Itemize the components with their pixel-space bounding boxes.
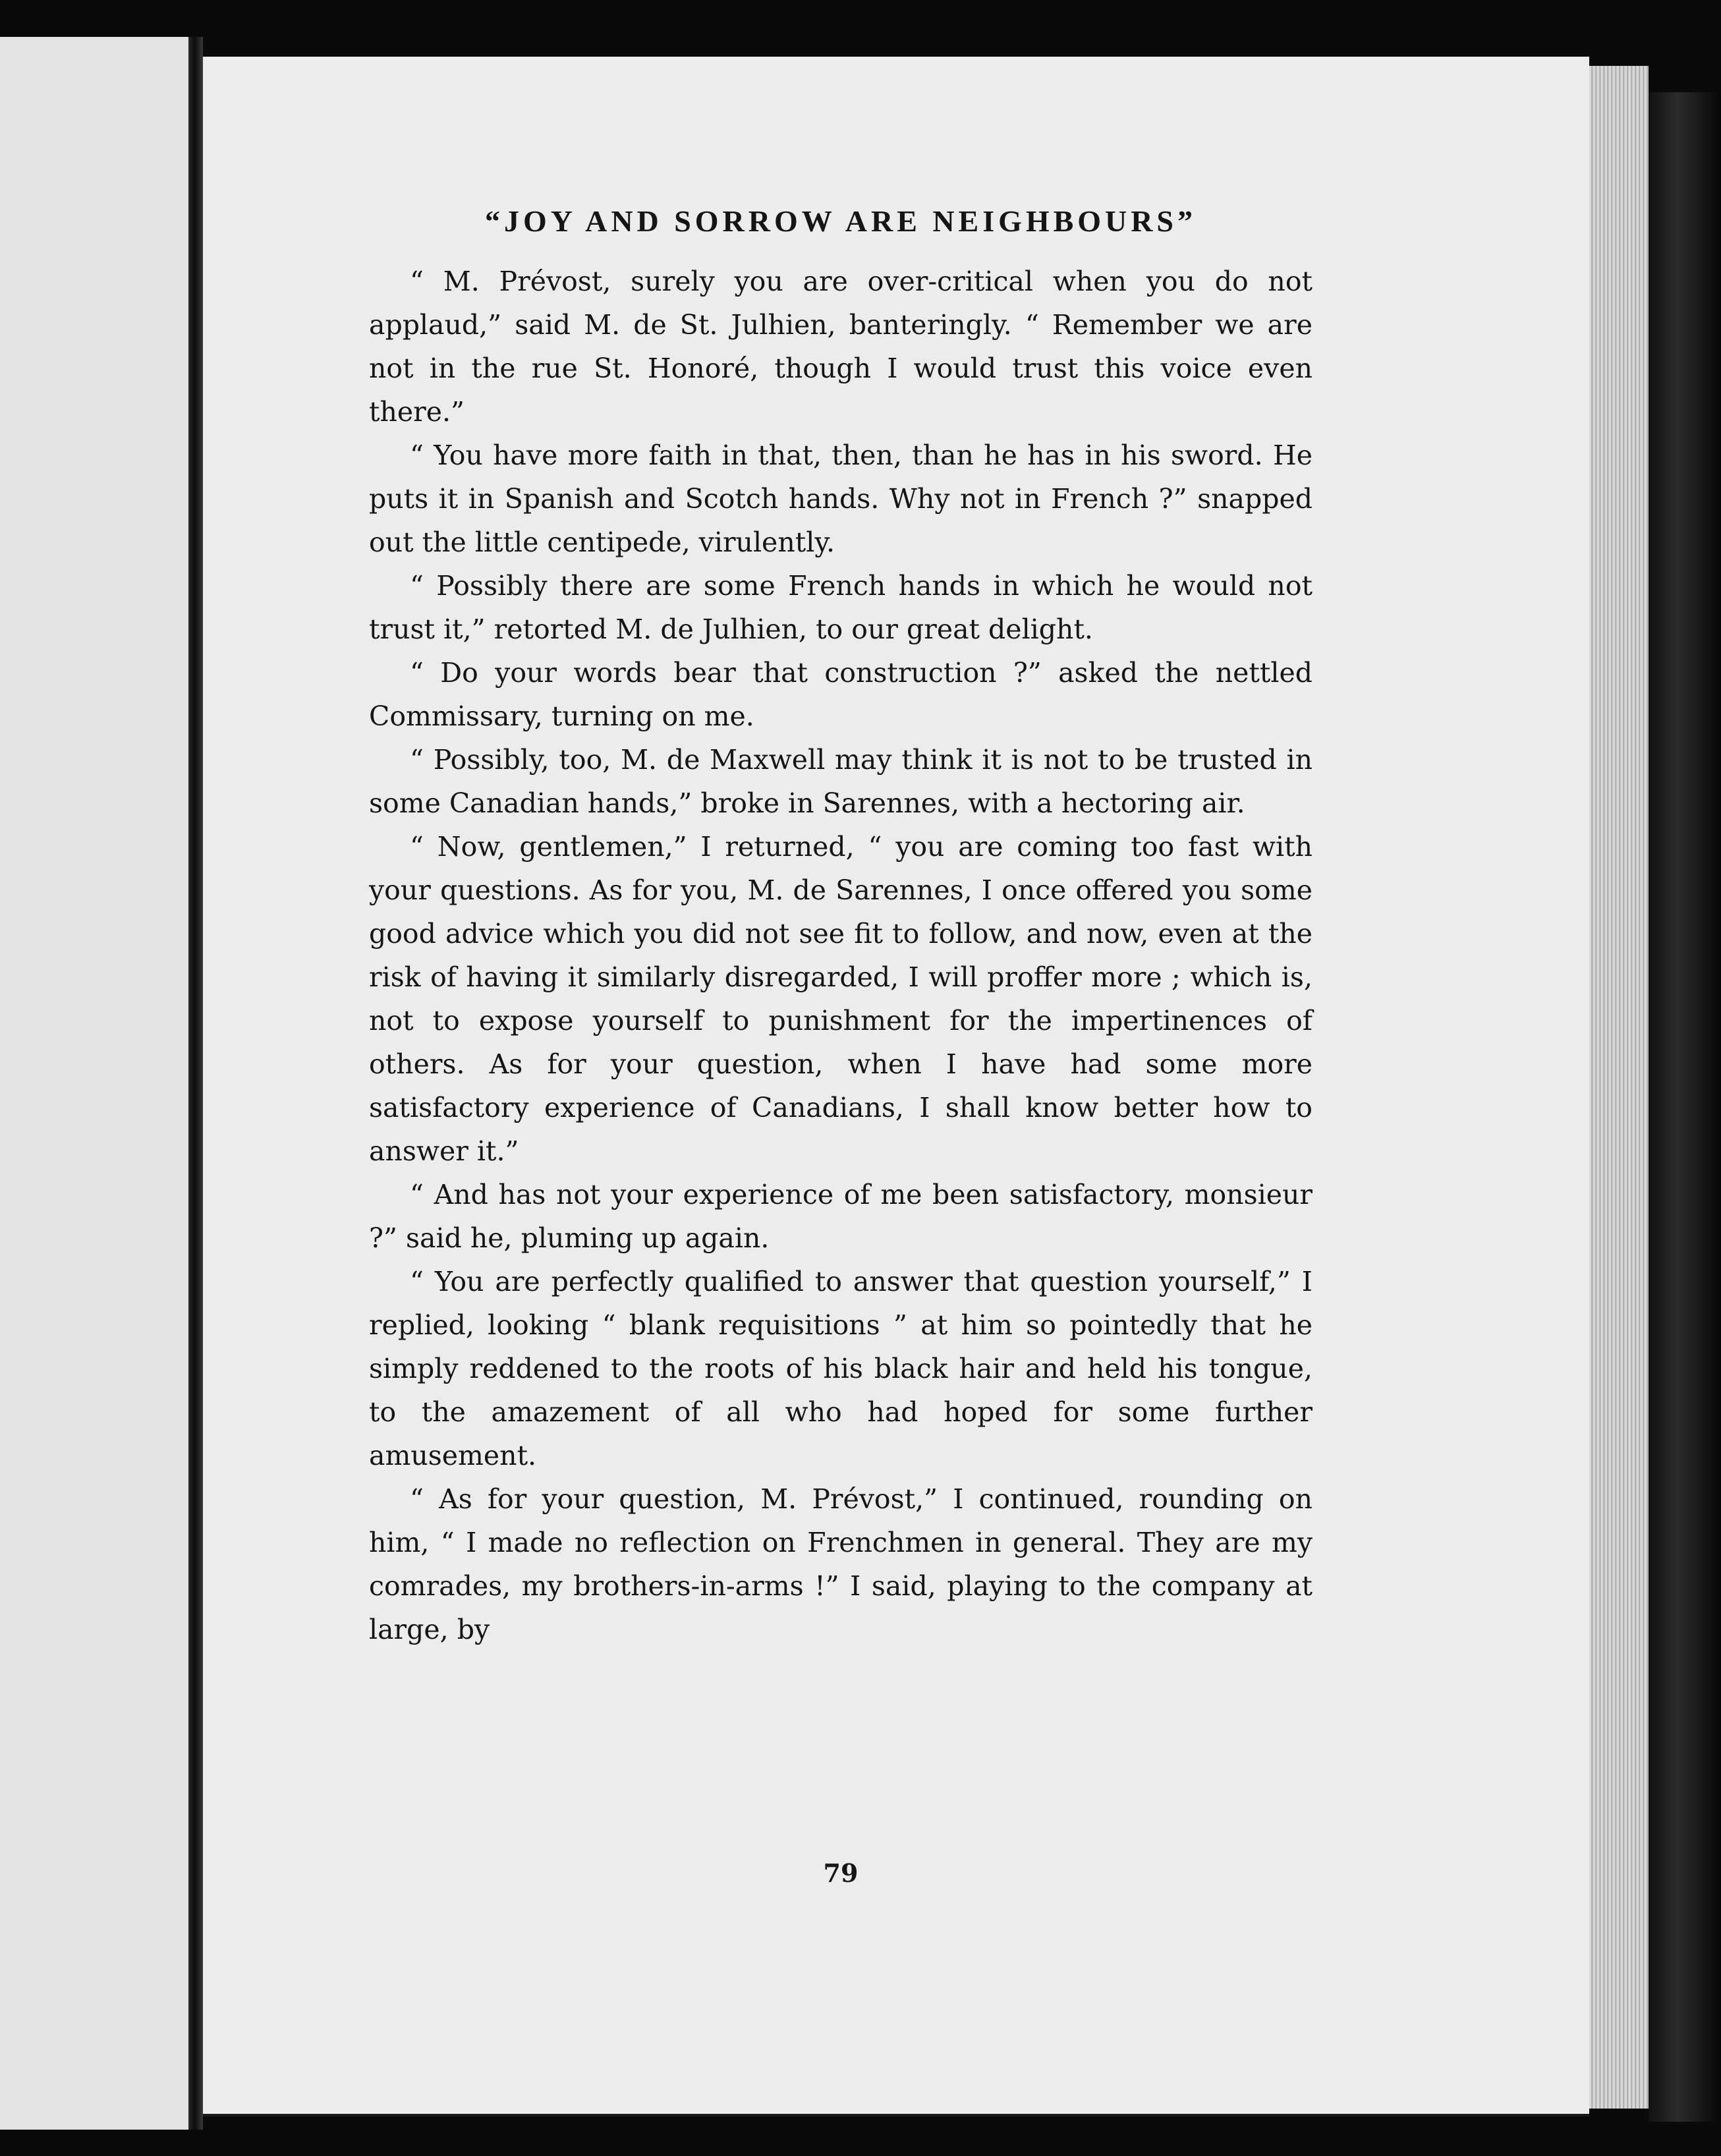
paragraph: “ Possibly there are some French hands in which he would not trust it,” retorted M. de Julhien, to our great delight. (369, 570, 1312, 645)
page-text-block (369, 202, 1312, 1651)
paragraph: “ You are perfectly qualified to answer that question yourself,” I replied, looking “ blank requisitions ” at him so pointedly that he simply reddened to the roots of his black hair and held his tongue, to the amazement of all who had hoped for some further amusement. (369, 1266, 1312, 1471)
paragraph: “ You have more faith in that, then, than he has in his sword. He puts it in Spanish and Scotch hands. Why not in French ?” snapped out the little centipede, virulently. (369, 440, 1312, 558)
paragraph: “ And has not your experience of me been satisfactory, monsieur ?” said he, pluming up again. (369, 1179, 1312, 1254)
paragraph: “ Possibly, too, M. de Maxwell may think it is not to be trusted in some Canadian hands,” broke in Sarennes, with a hectoring air. (369, 744, 1312, 819)
book-binding (1649, 92, 1721, 2122)
running-head: “JOY AND SORROW ARE NEIGHBOURS” (485, 204, 1197, 238)
book-gutter (188, 37, 203, 2130)
paragraph: “ As for your question, M. Prévost,” I continued, rounding on him, “ I made no reflection on Frenchmen in general. They are my comrades, my brothers-in-arms !” I said, playing to the company at large, by (369, 1483, 1312, 1645)
paragraph: “ Now, gentlemen,” I returned, “ you are coming too fast with your questions. As for you, M. de Sarennes, I once offered you some good advice which you did not see fit to follow, and now, even at the risk of having it similarly disregarded, I will proffer more ; which is, not to expose yourself to punishment for the impertinences of others. As for your question, when I have had some more satisfactory experience of Canadians, I shall know better how to answer it.” (369, 831, 1312, 1167)
paragraph: “ M. Prévost, surely you are over-critical when you do not applaud,” said M. de St. Julhien, banteringly. “ Remember we are not in the rue St. Honoré, though I would trust this voice even there.” (369, 266, 1312, 428)
left-page-edge (0, 37, 191, 2130)
page-edges (1589, 66, 1649, 2109)
paragraph: “ Do your words bear that construction ?” asked the nettled Commissary, turning on me. (369, 657, 1312, 732)
page-number: 79 (823, 1858, 859, 1888)
